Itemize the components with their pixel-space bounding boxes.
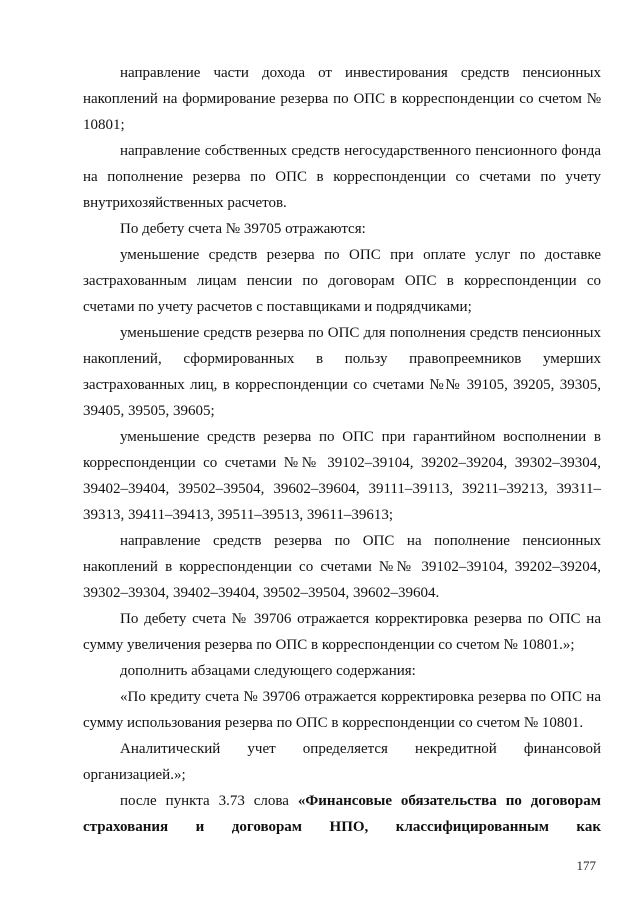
paragraph-12-plain: после пункта 3.73 слова [120, 793, 298, 809]
paragraph-11: Аналитический учет определяется некредитной финансовой организацией.»; [83, 741, 601, 783]
paragraph-2: направление собственных средств негосударственного пенсионного фонда на пополнение резерва по ОПС в корреспонденции со счетами по учету внутрихозяйственных расчетов. [83, 143, 601, 211]
paragraph-4: уменьшение средств резерва по ОПС при оплате услуг по доставке застрахованным лицам пенсии по договорам ОПС в корреспонденции со счетами по учету расчетов с поставщиками и подрядчиками; [83, 247, 601, 315]
paragraph-12-bold: «Финансовые обязательства по договорам страхования и договорам НПО, классифицированным как [83, 793, 601, 835]
paragraph-8: По дебету счета № 39706 отражается корректировка резерва по ОПС на сумму увеличения резерва по ОПС в корреспонденции со счетом № 10801.»; [83, 611, 601, 653]
paragraph-6: уменьшение средств резерва по ОПС при гарантийном восполнении в корреспонденции со счетами №№ 39102–39104, 39202–39204, 39302–39304, 39402–39404, 39502–39504, 39602–39604, 39111–39113, 39211–39213, 39311–39313, 39411–39413, 39511–39513, 39611–39613; [83, 429, 601, 523]
paragraph-12 [83, 788, 601, 840]
page-number: 177 [576, 858, 596, 873]
body-text [83, 60, 601, 840]
paragraph-9: дополнить абзацами следующего содержания: [120, 663, 416, 679]
paragraph-10: «По кредиту счета № 39706 отражается корректировка резерва по ОПС на сумму использования резерва по ОПС в корреспонденции со счетом № 10801. [83, 689, 601, 731]
paragraph-5: уменьшение средств резерва по ОПС для пополнения средств пенсионных накоплений, сформированных в пользу правопреемников умерших застрахованных лиц, в корреспонденции со счетами №№ 39105, 39205, 39305, 39405, 39505, 39605; [83, 325, 601, 419]
paragraph-1: направление части дохода от инвестирования средств пенсионных накоплений на формирование резерва по ОПС в корреспонденции со счетом № 10801; [83, 65, 601, 133]
paragraph-3: По дебету счета № 39705 отражаются: [120, 221, 366, 237]
paragraph-7: направление средств резерва по ОПС на пополнение пенсионных накоплений в корреспонденции со счетами №№ 39102–39104, 39202–39204, 39302–39304, 39402–39404, 39502–39504, 39602–39604. [83, 533, 601, 601]
